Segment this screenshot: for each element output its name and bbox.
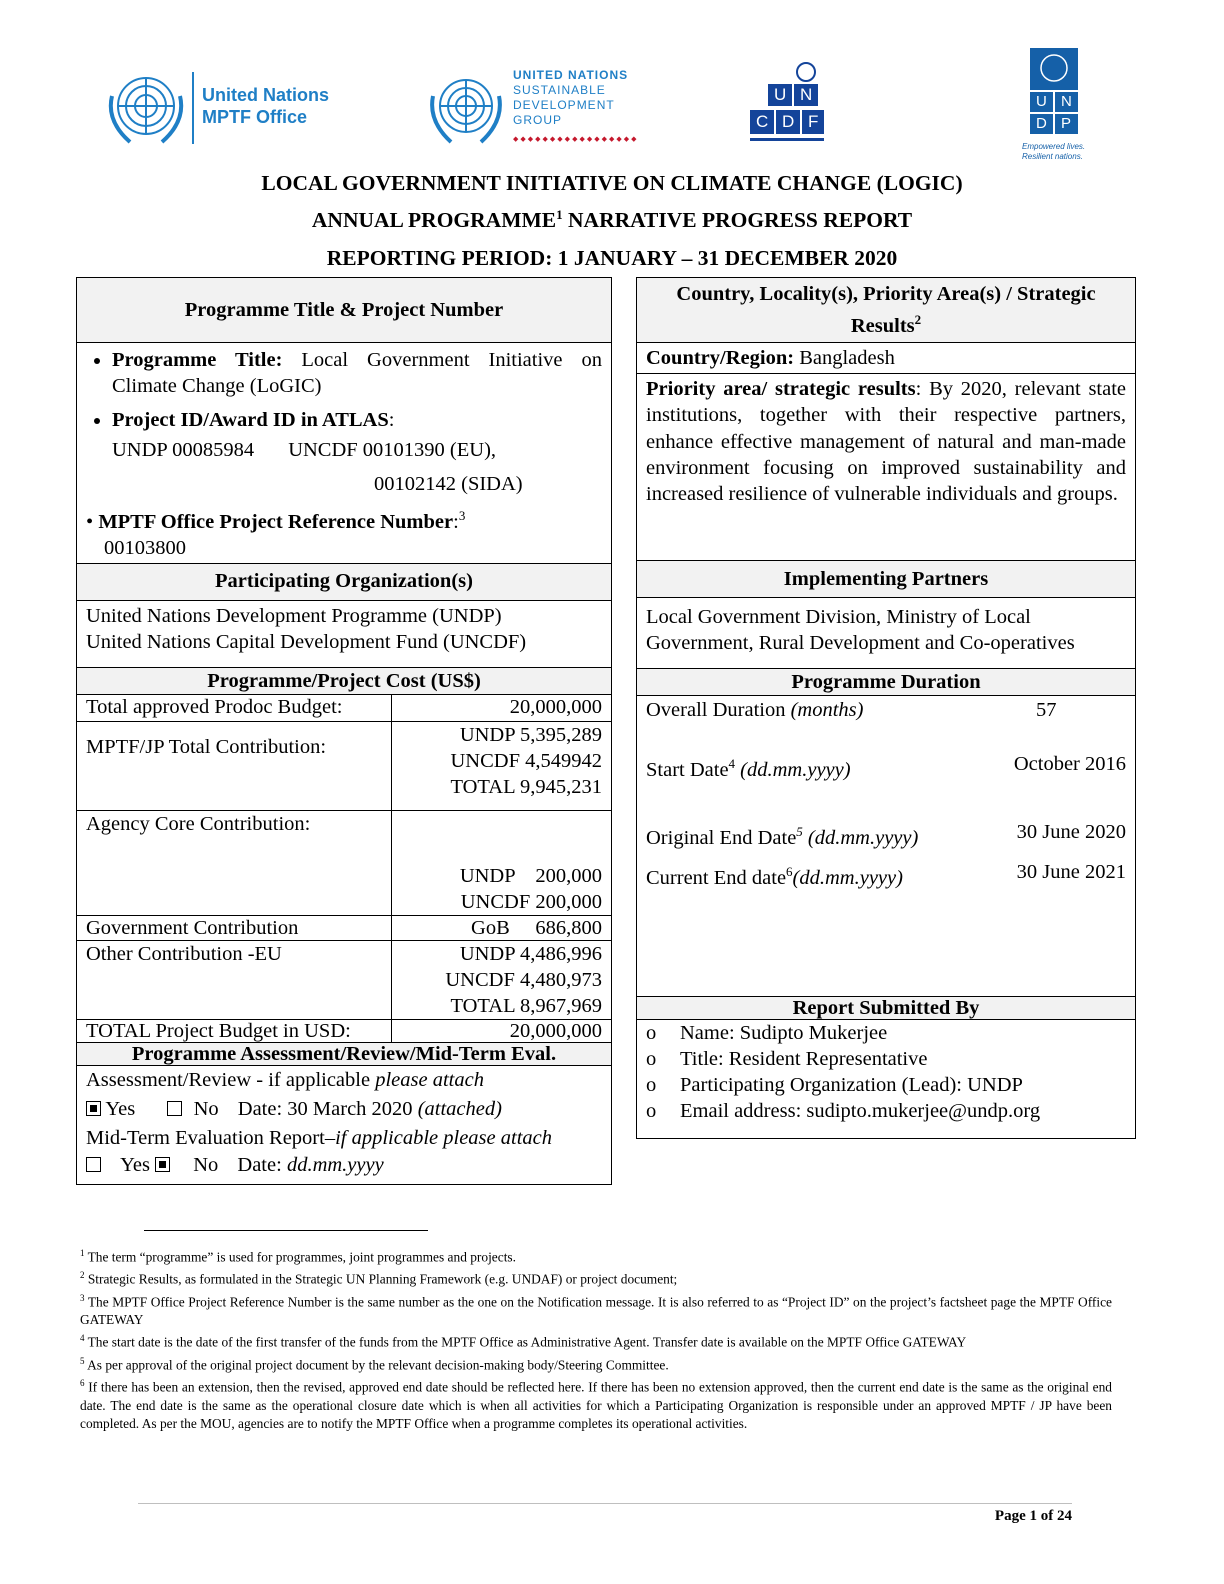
un-emblem-icon <box>100 66 192 150</box>
page-number: Page 1 of 24 <box>994 1508 1072 1524</box>
country-value: Bangladesh <box>794 347 895 369</box>
participating-org-uncdf: United Nations Capital Development Fund (UNCDF) <box>86 630 527 653</box>
uncdf-emblem-icon <box>748 62 826 146</box>
cost-row <box>77 721 612 810</box>
un-mptf-logo <box>100 66 350 150</box>
footnote: $^5$ As per approval of the original project document by the relevant decision-making body/Steering Committee. <box>80 1355 669 1373</box>
duration-row: Current End date$^6$(dd.mm.yyyy) 30 June 2021 <box>646 858 1126 886</box>
undp-letter-d: D <box>1036 115 1047 132</box>
undp-letter-n: N <box>1061 93 1072 110</box>
un-emblem-icon <box>425 66 507 150</box>
undg-logo <box>425 66 665 150</box>
assessment-header: Programme Assessment/Review/Mid-Term Eval. <box>77 1042 612 1065</box>
cost-label: TOTAL Project Budget in USD: <box>77 1019 392 1042</box>
cost-row <box>77 810 612 915</box>
cost-value: UNDP 5,395,289 UNCDF 4,549942 TOTAL 9,945,231 <box>392 721 612 810</box>
right-info-table <box>636 277 1136 1139</box>
undp-logo <box>1022 48 1086 166</box>
cost-value: GoB 686,800 <box>392 915 612 940</box>
cost-value: 20,000,000 <box>392 694 612 721</box>
midterm-options: Yes No Date: dd.mm.yyyy <box>86 1153 602 1177</box>
cost-value: 20,000,000 <box>392 1019 612 1042</box>
cost-label: Government Contribution <box>77 915 392 940</box>
programme-title-value: Local Government Initiative on Climate Change (LoGIC) <box>112 349 602 397</box>
mptf-ref-value: 00103800 <box>104 536 186 559</box>
footnote: $^3$ The MPTF Office Project Reference Number is the same number as the one on the Notification message. It is also referred to as “Project ID” on the project’s factsheet page the MPTF Office GATEWAY <box>80 1292 1112 1328</box>
country-cell <box>637 343 1136 374</box>
project-id-label: Project ID/Award ID in ATLAS <box>112 409 389 431</box>
reporting-period: REPORTING PERIOD: 1 JANUARY – 31 DECEMBER 2020 <box>326 246 898 270</box>
midterm-yes-label: Yes <box>120 1153 150 1176</box>
footnote-separator <box>144 1230 428 1231</box>
cost-row <box>77 915 612 940</box>
participating-org-undp: United Nations Development Programme (UNDP) <box>86 604 502 627</box>
footnote-ref-2: 2 <box>914 312 922 328</box>
assessment-date: Date: 30 March 2020 <box>237 1097 418 1120</box>
cost-label: Agency Core Contribution: <box>77 810 392 915</box>
report-title-line1: LOCAL GOVERNMENT INITIATIVE ON CLIMATE CHANGE (LOGIC) <box>261 171 963 195</box>
cost-row <box>77 694 612 721</box>
footnote: $^4$ The start date is the date of the first transfer of the funds from the MPTF Office as Administrative Agent. Transfer date is available on the MPTF Office GATEWAY <box>80 1333 967 1350</box>
priority-value: : By 2020, relevant state institutions, together with their respective partners, enhance effective management of natural and man-made environment focusing on improved sustainability and increased resilience of vulnerable individuals and groups. <box>646 378 1127 506</box>
submitted-item: o Title: Resident Representative <box>646 1048 928 1070</box>
assessment-line: Assessment/Review - if applicable please attach <box>86 1068 484 1091</box>
midterm-no-checkbox[interactable] <box>155 1157 170 1172</box>
assessment-cell <box>77 1065 612 1184</box>
report-title-line2-rest: NARRATIVE PROGRESS REPORT <box>562 208 913 233</box>
duration-value: 30 June 2020 <box>1016 821 1126 843</box>
undg-logo-line2: SUSTAINABLE <box>513 83 606 97</box>
cost-value: UNDP 4,486,996 UNCDF 4,480,973 TOTAL 8,967,969 <box>392 940 612 1019</box>
undp-emblem-icon <box>1022 48 1086 138</box>
undg-logo-line4: GROUP <box>513 113 563 127</box>
uncdf-letter-d: D <box>782 112 795 131</box>
submitted-item: o Email address: sudipto.mukerjee@undp.org <box>646 1100 1041 1122</box>
duration-value: 57 <box>1036 699 1057 721</box>
midterm-no-label: No <box>193 1153 219 1176</box>
submitted-item: o Participating Organization (Lead): UNDP <box>646 1074 1023 1096</box>
cost-label: MPTF/JP Total Contribution: <box>77 721 392 810</box>
priority-label: Priority area/ strategic results <box>646 378 916 400</box>
assessment-no-label: No <box>193 1097 219 1120</box>
report-title-line2 <box>0 207 1224 233</box>
programme-title-cell <box>77 343 612 564</box>
programme-title-item <box>112 347 602 399</box>
uncdf-logo <box>748 62 826 146</box>
footnote-ref-1: 1 <box>556 207 563 222</box>
footnote: $^2$ Strategic Results, as formulated in the Strategic UN Planning Framework (e.g. UNDAF) or project document; <box>80 1270 678 1287</box>
priority-cell <box>637 374 1136 561</box>
cost-value: UNDP 200,000 UNCDF 200,000 <box>392 810 612 915</box>
duration-row: Start Date$^4$ (dd.mm.yyyy) October 2016 <box>646 750 1126 778</box>
undp-letter-p: P <box>1061 115 1072 132</box>
midterm-date: Date: <box>237 1153 287 1176</box>
assessment-yes-label: Yes <box>105 1097 136 1120</box>
undg-logo-line3: DEVELOPMENT <box>513 98 615 112</box>
country-label: Country/Region: <box>646 347 795 369</box>
submitted-cell <box>637 1020 1136 1139</box>
duration-row: Original End Date$^5$ (dd.mm.yyyy) 30 June 2020 <box>646 818 1126 846</box>
sdg-color-dots: ◆◆◆◆◆◆◆◆◆◆◆◆◆◆◆◆◆ <box>513 136 639 143</box>
uncdf-letter-u: U <box>774 85 787 104</box>
programme-title-header: Programme Title & Project Number <box>77 278 612 343</box>
assessment-yes-checkbox[interactable] <box>86 1101 101 1116</box>
mptf-ref-item: • MPTF Office Project Reference Number:$^3$ <box>86 508 466 533</box>
submitted-item: o Name: Sudipto Mukerjee <box>646 1022 888 1044</box>
footnote-ref-3: 3 <box>458 508 466 523</box>
uncdf-letter-n: N <box>800 85 813 104</box>
cost-row <box>77 940 612 1019</box>
undp-letter-u: U <box>1036 93 1047 110</box>
implementing-value: Local Government Division, Ministry of Local Government, Rural Development and Co-operatives <box>637 598 1136 669</box>
cost-label: Other Contribution -EU <box>77 940 392 1019</box>
uncdf-letter-c: C <box>756 112 769 131</box>
duration-cell <box>637 696 1136 997</box>
cost-label: Total approved Prodoc Budget: <box>77 694 392 721</box>
midterm-yes-checkbox[interactable] <box>86 1157 101 1172</box>
cost-header: Programme/Project Cost (US$) <box>77 667 612 694</box>
un-mptf-logo-line2: MPTF Office <box>202 107 308 127</box>
footnote: $^6$ If there has been an extension, then the revised, approved end date should be reflected here. If there has been no extension approved, then the current end date is the same as the original end date. The end date is the same as the operational closure date which is when all activities for which a Participating Organization is responsible under an approved MPTF / JP have been completed. As per the MOU, agencies are to notify the MPTF Office when a programme completes its operational activities. <box>80 1378 1112 1431</box>
project-id-item: • Project ID/Award ID in ATLAS: <box>112 407 602 433</box>
midterm-line: Mid-Term Evaluation Report–if applicable please attach <box>86 1126 552 1149</box>
footer-rule <box>138 1503 1072 1504</box>
un-mptf-logo-line1: United Nations <box>202 85 330 105</box>
programme-title-label: Programme Title: <box>112 349 283 371</box>
duration-header: Programme Duration <box>637 669 1136 696</box>
country-header: Country, Locality(s), Priority Area(s) / Strategic Results$^2$ <box>637 278 1136 343</box>
implementing-header: Implementing Partners <box>637 561 1136 598</box>
cost-row <box>77 1019 612 1042</box>
duration-value: 30 June 2021 <box>1016 861 1126 883</box>
participating-orgs-header: Participating Organization(s) <box>77 563 612 600</box>
duration-value: October 2016 <box>1013 753 1126 775</box>
mptf-ref-label: MPTF Office Project Reference Number <box>98 510 454 533</box>
submitted-header: Report Submitted By <box>637 997 1136 1020</box>
uncdf-atlas-id: UNCDF 00101390 (EU), <box>288 439 497 461</box>
undp-atlas-id: UNDP 00085984 <box>112 439 255 461</box>
assessment-no-checkbox[interactable] <box>167 1101 182 1116</box>
undp-tagline-2: Resilient nations. <box>1022 152 1083 161</box>
footnote: $^1$ The term “programme” is used for programmes, joint programmes and projects. <box>80 1248 516 1265</box>
sida-atlas-id: 00102142 (SIDA) <box>374 473 523 495</box>
footnotes <box>80 1244 1112 1433</box>
report-title-line2-main: ANNUAL PROGRAMME <box>311 208 557 233</box>
participating-orgs-cell <box>77 600 612 667</box>
undg-logo-line1: UNITED NATIONS <box>513 68 629 82</box>
assessment-options: Yes No Date: 30 March 2020 (attached) <box>86 1095 602 1124</box>
left-info-table <box>76 277 612 1185</box>
duration-row: Overall Duration (months) 57 <box>646 696 1126 724</box>
undp-tagline-1: Empowered lives. <box>1022 142 1086 151</box>
submitted-list <box>646 1020 1126 1124</box>
project-ids <box>86 437 602 463</box>
uncdf-letter-f: F <box>808 112 819 131</box>
